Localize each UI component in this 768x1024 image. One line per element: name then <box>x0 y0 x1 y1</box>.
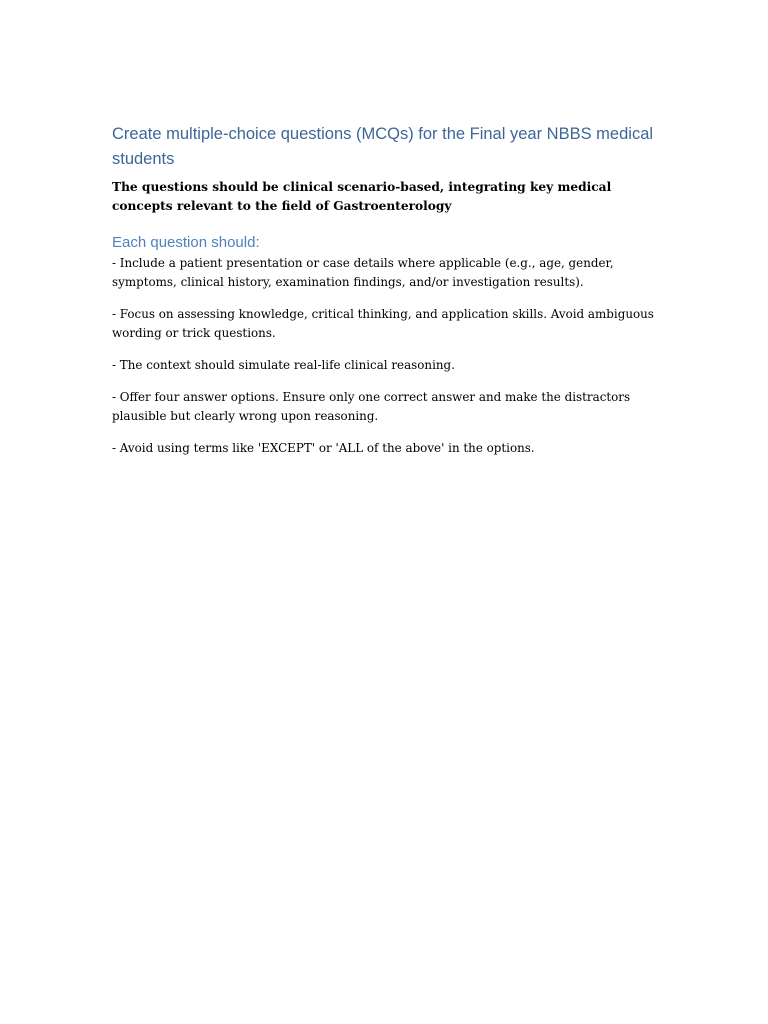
instruction-item: - Focus on assessing knowledge, critical thinking, and application skills. Avoid ambiguous wording or trick questions. <box>112 307 654 340</box>
document-subtitle: The questions should be clinical scenario-based, integrating key medical concepts relevant to the field of Gastroenterology <box>112 180 612 213</box>
document-page <box>112 122 657 471</box>
instruction-item: - Offer four answer options. Ensure only one correct answer and make the distractors plausible but clearly wrong upon reasoning. <box>112 390 631 423</box>
document-title: Create multiple-choice questions (MCQs) for the Final year NBBS medical students <box>112 125 654 168</box>
instruction-item: - Avoid using terms like 'EXCEPT' or 'ALL of the above' in the options. <box>112 441 535 455</box>
instruction-item: - The context should simulate real-life clinical reasoning. <box>112 358 455 372</box>
instruction-item: - Include a patient presentation or case details where applicable (e.g., age, gender, symptoms, clinical history, examination findings, and/or investigation results). <box>112 256 614 289</box>
section-heading: Each question should: <box>112 234 260 251</box>
